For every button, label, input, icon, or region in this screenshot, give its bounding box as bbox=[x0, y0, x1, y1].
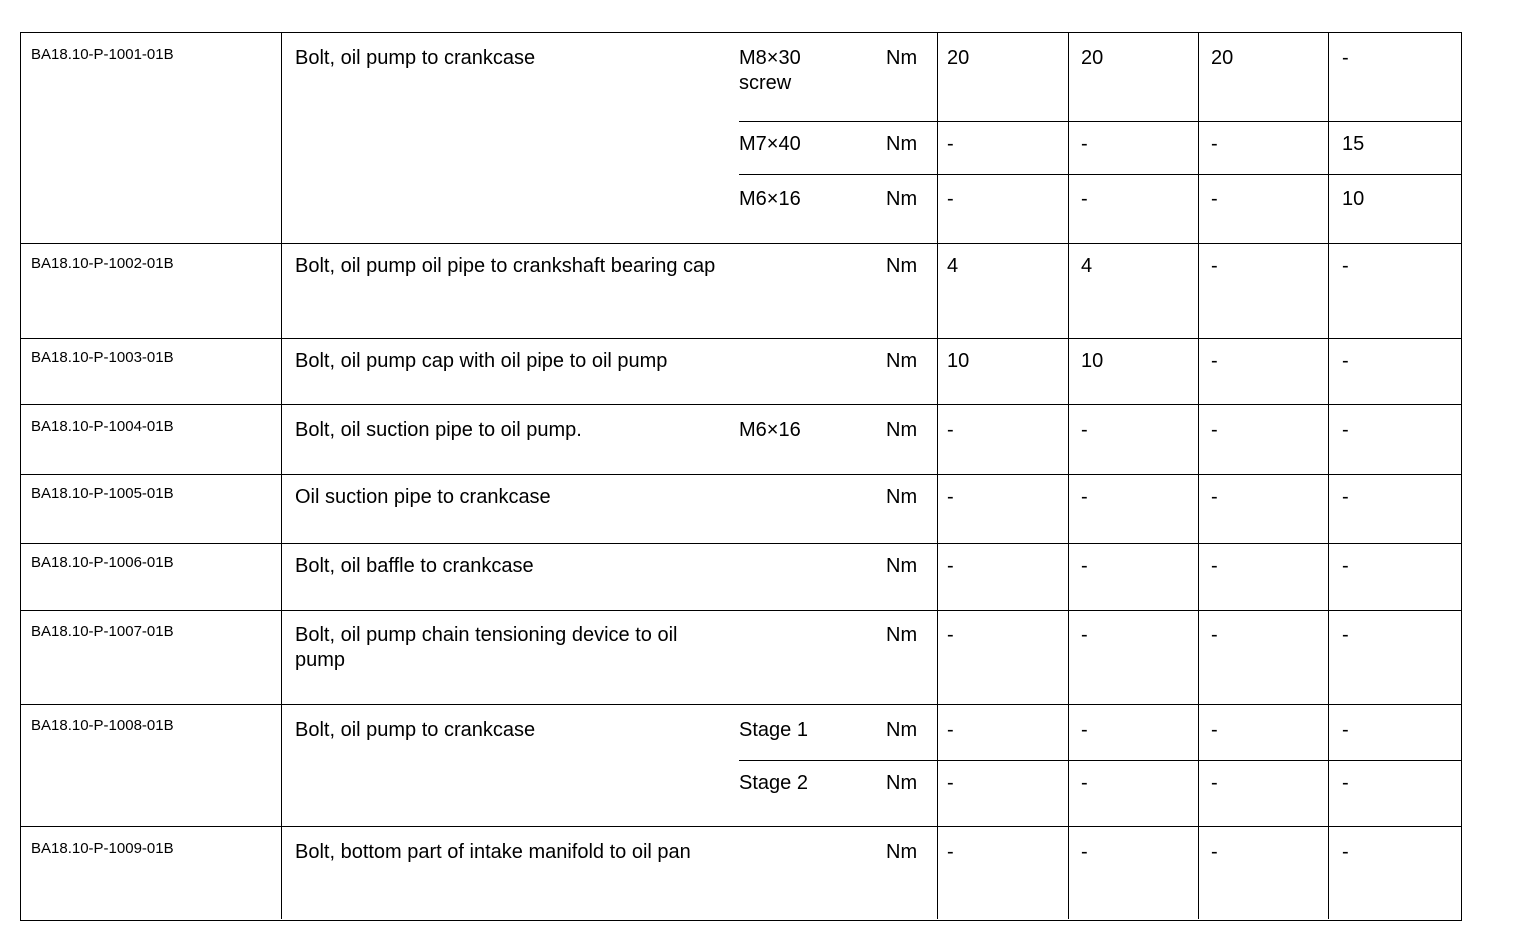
torque-value: - bbox=[1211, 486, 1218, 508]
torque-value: - bbox=[1081, 719, 1088, 741]
torque-value: - bbox=[1342, 841, 1349, 863]
torque-value: - bbox=[1211, 624, 1218, 646]
part-code: BA18.10-P-1002-01B bbox=[31, 255, 174, 272]
torque-value: - bbox=[1081, 419, 1088, 441]
unit-label: Nm bbox=[886, 47, 918, 69]
torque-value: 20 bbox=[1211, 47, 1234, 69]
unit-label: Nm bbox=[886, 719, 918, 741]
part-description: Bolt, oil pump to crankcase bbox=[295, 47, 536, 69]
row-divider bbox=[21, 610, 1461, 611]
part-description: Bolt, bottom part of intake manifold to oil pan bbox=[295, 841, 691, 863]
fastener-spec: Stage 2 bbox=[739, 772, 808, 794]
torque-value: 20 bbox=[1081, 47, 1104, 69]
torque-value: - bbox=[1081, 624, 1088, 646]
torque-value: - bbox=[1342, 47, 1349, 69]
part-code: BA18.10-P-1003-01B bbox=[31, 349, 174, 366]
unit-label: Nm bbox=[886, 350, 918, 372]
torque-value: 10 bbox=[1342, 188, 1365, 210]
part-description: Bolt, oil baffle to crankcase bbox=[295, 555, 534, 577]
torque-value: - bbox=[1081, 188, 1088, 210]
torque-value: - bbox=[1081, 133, 1088, 155]
part-description: Bolt, oil pump oil pipe to crankshaft bearing cap bbox=[295, 255, 716, 277]
part-code: BA18.10-P-1007-01B bbox=[31, 623, 174, 640]
row-divider bbox=[21, 338, 1461, 339]
torque-value: - bbox=[1342, 624, 1349, 646]
torque-value: - bbox=[1211, 772, 1218, 794]
col-divider-val2 bbox=[1198, 33, 1199, 919]
unit-label: Nm bbox=[886, 772, 918, 794]
torque-value: - bbox=[947, 624, 954, 646]
torque-value: - bbox=[1211, 255, 1218, 277]
torque-value: - bbox=[947, 133, 954, 155]
fastener-spec: M6×16 bbox=[739, 419, 801, 441]
torque-value: 10 bbox=[1081, 350, 1104, 372]
part-code: BA18.10-P-1001-01B bbox=[31, 46, 174, 63]
fastener-spec: Stage 1 bbox=[739, 719, 808, 741]
torque-value: - bbox=[947, 486, 954, 508]
torque-value: - bbox=[1081, 555, 1088, 577]
row-divider bbox=[21, 704, 1461, 705]
torque-value: - bbox=[947, 772, 954, 794]
torque-spec-table bbox=[20, 32, 1462, 921]
torque-value: - bbox=[1211, 133, 1218, 155]
unit-label: Nm bbox=[886, 555, 918, 577]
part-description: Oil suction pipe to crankcase bbox=[295, 486, 551, 508]
part-description: Bolt, oil pump to crankcase bbox=[295, 719, 536, 741]
torque-value: - bbox=[947, 555, 954, 577]
unit-label: Nm bbox=[886, 624, 918, 646]
torque-value: - bbox=[947, 419, 954, 441]
row-divider bbox=[21, 543, 1461, 544]
torque-value: - bbox=[1342, 350, 1349, 372]
torque-value: - bbox=[1342, 719, 1349, 741]
torque-value: - bbox=[1211, 719, 1218, 741]
col-divider-val3 bbox=[1328, 33, 1329, 919]
torque-value: - bbox=[1211, 555, 1218, 577]
torque-value: - bbox=[947, 719, 954, 741]
torque-value: - bbox=[1342, 772, 1349, 794]
torque-value: - bbox=[1081, 841, 1088, 863]
row-divider bbox=[21, 404, 1461, 405]
subrow-divider bbox=[739, 760, 1461, 761]
torque-value: - bbox=[947, 841, 954, 863]
torque-value: - bbox=[1211, 350, 1218, 372]
part-code: BA18.10-P-1009-01B bbox=[31, 840, 174, 857]
torque-value: 15 bbox=[1342, 133, 1365, 155]
torque-value: - bbox=[1342, 255, 1349, 277]
fastener-spec: M6×16 bbox=[739, 188, 801, 210]
row-divider bbox=[21, 243, 1461, 244]
part-code: BA18.10-P-1006-01B bbox=[31, 554, 174, 571]
torque-value: - bbox=[1342, 555, 1349, 577]
unit-label: Nm bbox=[886, 133, 918, 155]
unit-label: Nm bbox=[886, 419, 918, 441]
torque-value: 4 bbox=[947, 255, 959, 277]
part-description: Bolt, oil pump cap with oil pipe to oil pump bbox=[295, 350, 668, 372]
part-code: BA18.10-P-1008-01B bbox=[31, 717, 174, 734]
part-code: BA18.10-P-1005-01B bbox=[31, 485, 174, 502]
row-divider bbox=[21, 826, 1461, 827]
torque-value: - bbox=[1342, 419, 1349, 441]
row-divider bbox=[21, 474, 1461, 475]
part-description: Bolt, oil suction pipe to oil pump. bbox=[295, 419, 582, 441]
torque-value: - bbox=[947, 188, 954, 210]
col-divider-code bbox=[281, 33, 282, 919]
fastener-spec: M8×30 screw bbox=[739, 47, 801, 94]
col-divider-val1 bbox=[1068, 33, 1069, 919]
col-divider-unit bbox=[937, 33, 938, 919]
torque-value: - bbox=[1211, 419, 1218, 441]
torque-value: - bbox=[1342, 486, 1349, 508]
torque-value: - bbox=[1081, 772, 1088, 794]
unit-label: Nm bbox=[886, 841, 918, 863]
torque-value: 20 bbox=[947, 47, 970, 69]
part-code: BA18.10-P-1004-01B bbox=[31, 418, 174, 435]
unit-label: Nm bbox=[886, 255, 918, 277]
subrow-divider bbox=[739, 121, 1461, 122]
torque-value: 4 bbox=[1081, 255, 1093, 277]
unit-label: Nm bbox=[886, 486, 918, 508]
torque-value: - bbox=[1211, 188, 1218, 210]
subrow-divider bbox=[739, 174, 1461, 175]
torque-value: - bbox=[1211, 841, 1218, 863]
torque-value: - bbox=[1081, 486, 1088, 508]
unit-label: Nm bbox=[886, 188, 918, 210]
fastener-spec: M7×40 bbox=[739, 133, 801, 155]
part-description: Bolt, oil pump chain tensioning device to oil pump bbox=[295, 624, 678, 671]
torque-value: 10 bbox=[947, 350, 970, 372]
